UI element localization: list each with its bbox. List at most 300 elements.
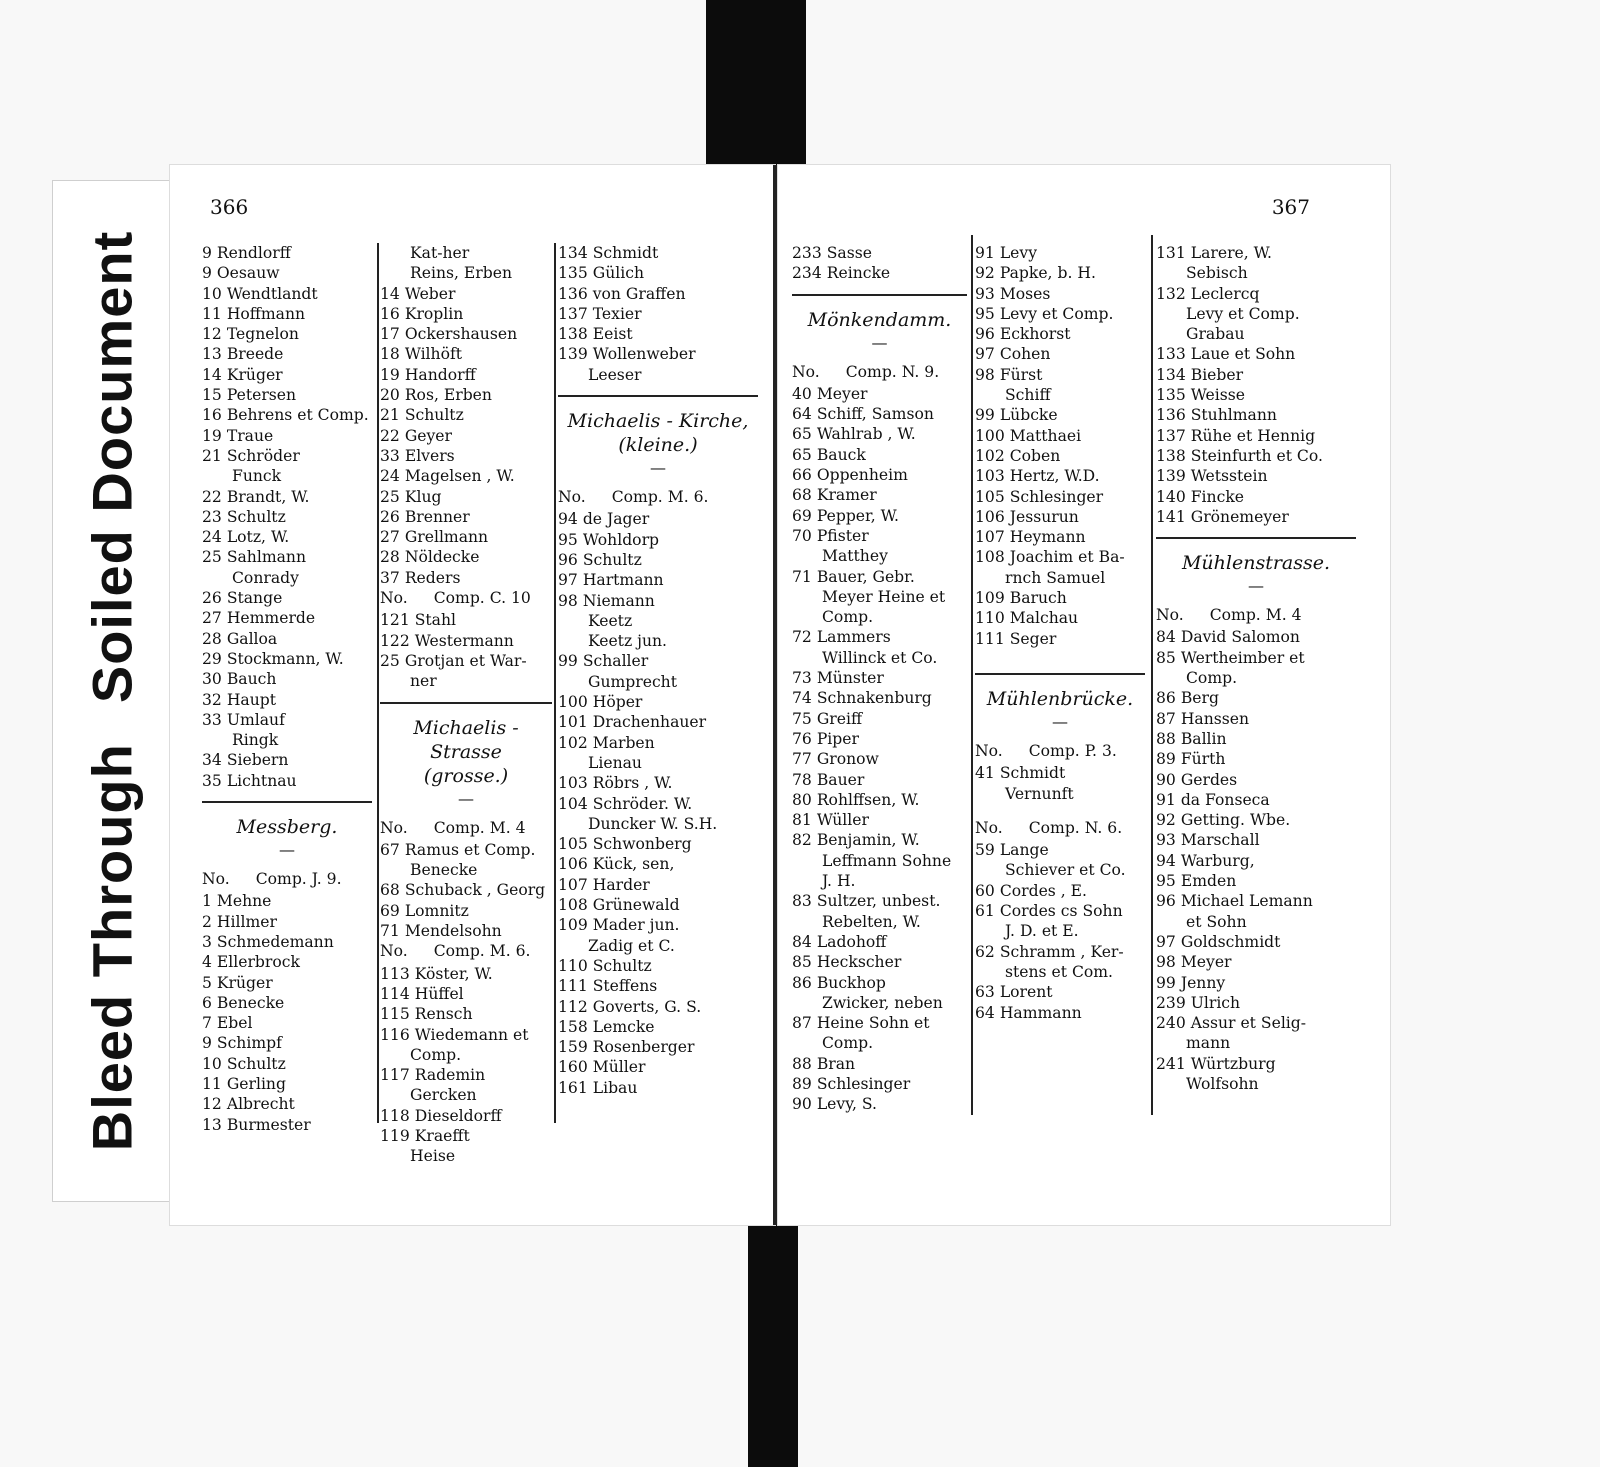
resident-name: Lichtnau [226, 771, 297, 790]
section-rule [202, 801, 372, 803]
directory-entry [202, 690, 372, 710]
house-number: 74 [792, 689, 812, 708]
directory-entry [202, 1115, 372, 1135]
directory-entry [202, 973, 372, 993]
resident-name: Levy [999, 244, 1038, 262]
house-number: 94 [1156, 851, 1176, 870]
resident-name: Benecke [216, 993, 285, 1012]
directory-entry [1156, 426, 1356, 446]
resident-name: Meyer [1180, 953, 1232, 972]
directory-entry-continuation [558, 753, 758, 773]
resident-name: Hüffel [414, 984, 464, 1003]
resident-name: Sahlmann [226, 548, 306, 567]
directory-entry [792, 891, 967, 911]
house-number: 35 [202, 771, 222, 790]
resident-name: Bieber [1190, 365, 1244, 384]
heading-dash: — [871, 332, 888, 352]
house-number: 33 [380, 446, 400, 465]
resident-name: Siebern [226, 751, 289, 770]
house-number: 110 [975, 609, 1005, 628]
resident-name: Oppenheim [816, 466, 908, 485]
house-number: 26 [202, 589, 222, 608]
house-number: 32 [202, 690, 222, 709]
resident-name: Buckhop [816, 973, 886, 992]
resident-name: Getting. Wbe. [1180, 811, 1291, 830]
column-divider [377, 243, 379, 1123]
house-number: 107 [975, 528, 1005, 547]
resident-name: Wüller [816, 811, 869, 830]
directory-entry [380, 1004, 552, 1024]
number-label: No. [380, 589, 408, 608]
resident-name: Schaller [582, 652, 649, 671]
directory-entry [792, 485, 967, 505]
resident-name: Wilhöft [404, 345, 463, 364]
house-number: 103 [558, 774, 588, 793]
directory-entry [792, 465, 967, 485]
house-number: 28 [380, 548, 400, 567]
house-number: 72 [792, 628, 812, 647]
resident-name: Schmedemann [216, 932, 334, 951]
house-number: 139 [558, 345, 588, 364]
house-number: 29 [202, 649, 222, 668]
house-number: 100 [558, 693, 588, 712]
directory-entry [792, 810, 967, 830]
directory-entry [202, 649, 372, 669]
resident-name: Kat-her [410, 244, 470, 262]
house-number: 134 [558, 244, 588, 262]
directory-entry-continuation [380, 263, 552, 283]
resident-name: Hammann [999, 1003, 1082, 1022]
house-number: 89 [1156, 750, 1176, 769]
resident-name: Reins, Erben [410, 264, 513, 283]
directory-entry [558, 243, 758, 263]
house-number: 1 [202, 892, 212, 911]
binding-strip-top [706, 0, 806, 172]
directory-entry [792, 263, 967, 283]
resident-name: Ladohoff [816, 932, 887, 951]
directory-entry [558, 570, 758, 590]
resident-name: Larere, W. [1190, 244, 1272, 262]
house-number: 71 [380, 922, 400, 941]
house-number: 114 [380, 984, 410, 1003]
house-number: 17 [380, 325, 400, 344]
resident-name: Schlesinger [1009, 487, 1104, 506]
house-number: 109 [975, 589, 1005, 608]
directory-entry [1156, 770, 1356, 790]
street-heading [202, 815, 372, 839]
resident-name: Schuback , Georg [404, 881, 546, 900]
directory-entry [202, 629, 372, 649]
resident-name: Conrady [232, 568, 299, 587]
house-number: 65 [792, 445, 812, 464]
house-number: 98 [1156, 953, 1176, 972]
directory-entry-continuation [558, 365, 758, 385]
heading-dash: — [1052, 711, 1068, 731]
directory-entry [558, 692, 758, 712]
resident-name: Dieseldorff [414, 1106, 502, 1125]
street-name: Mühlenbrücke. [986, 687, 1134, 710]
house-number: 19 [380, 365, 400, 384]
resident-name: Lammers [816, 628, 891, 647]
resident-name: da Fonseca [1180, 790, 1270, 809]
number-label: No. [792, 362, 820, 381]
house-number: 89 [792, 1074, 812, 1093]
directory-column [975, 243, 1145, 1023]
resident-name: Mehne [216, 892, 272, 911]
house-number: 240 [1156, 1014, 1186, 1033]
directory-entry [380, 1025, 552, 1045]
resident-name: Petersen [226, 386, 297, 405]
resident-name: Kramer [816, 486, 877, 505]
street-heading [792, 308, 967, 332]
directory-entry [1156, 891, 1356, 911]
house-number: 93 [1156, 831, 1176, 850]
directory-entry [558, 1037, 758, 1057]
house-number: 88 [792, 1054, 812, 1073]
house-number: 106 [558, 855, 588, 874]
directory-entry-continuation [202, 466, 372, 486]
resident-name: Wolfsohn [1186, 1074, 1259, 1093]
stamp-soiled-document: Soiled Document [80, 230, 144, 704]
directory-column [558, 243, 758, 1098]
directory-entry [380, 507, 552, 527]
resident-name: Tegnelon [226, 325, 299, 344]
directory-entry [792, 384, 967, 404]
house-number: 10 [202, 284, 222, 303]
page-number: 366 [210, 195, 249, 219]
house-number: 85 [792, 953, 812, 972]
house-number: 136 [558, 284, 588, 303]
directory-entry [558, 550, 758, 570]
directory-entry-continuation [792, 1033, 967, 1053]
house-number: 61 [975, 902, 995, 921]
directory-entry [792, 790, 967, 810]
house-number: 26 [380, 507, 400, 526]
resident-name: Kück, sen, [592, 855, 675, 874]
resident-name: Sebisch [1186, 264, 1248, 283]
directory-entry [975, 629, 1145, 649]
resident-name: Kraefft [414, 1126, 470, 1145]
house-number: 105 [975, 487, 1005, 506]
directory-entry [380, 487, 552, 507]
directory-column [202, 243, 372, 1135]
house-number: 77 [792, 750, 812, 769]
directory-entry [792, 445, 967, 465]
directory-entry [380, 344, 552, 364]
directory-entry [1156, 871, 1356, 891]
directory-entry [1156, 446, 1356, 466]
house-number: 110 [558, 956, 588, 975]
directory-entry [792, 668, 967, 688]
resident-name: Lemcke [592, 1017, 655, 1036]
resident-name: Oesauw [216, 264, 280, 283]
house-number: 234 [792, 264, 822, 283]
heading-dash: — [458, 788, 474, 808]
house-number: 92 [975, 264, 995, 283]
house-number: 96 [558, 550, 578, 569]
directory-entry [1156, 749, 1356, 769]
directory-entry [558, 733, 758, 753]
directory-entry [1156, 790, 1356, 810]
resident-name: Gronow [816, 750, 879, 769]
house-number: 93 [975, 284, 995, 303]
resident-name: Sultzer, unbest. [816, 892, 941, 911]
house-number: 19 [202, 426, 222, 445]
resident-name: Schultz [404, 406, 464, 425]
directory-entry [202, 750, 372, 770]
resident-name: Heise [410, 1147, 456, 1166]
resident-name: Gülich [592, 264, 644, 283]
directory-entry [1156, 993, 1356, 1013]
directory-entry [558, 854, 758, 874]
resident-name: Schröder. W. [592, 794, 693, 813]
directory-entry [1156, 830, 1356, 850]
house-number: 134 [1156, 365, 1186, 384]
directory-entry [558, 997, 758, 1017]
house-number: 95 [1156, 872, 1176, 891]
resident-name: Meyer [816, 384, 868, 403]
house-number: 80 [792, 790, 812, 809]
directory-entry [202, 243, 372, 263]
resident-name: Funck [232, 467, 282, 486]
directory-entry [558, 591, 758, 611]
resident-name: Goverts, G. S. [592, 997, 702, 1016]
house-number: 70 [792, 526, 812, 545]
resident-name: Wertheimber et [1180, 648, 1305, 667]
directory-entry [380, 446, 552, 466]
resident-name: Hillmer [216, 912, 277, 931]
house-number: 63 [975, 983, 995, 1002]
house-number: 11 [202, 1074, 222, 1093]
house-number: 12 [202, 1095, 222, 1114]
resident-name: Levy et Comp. [1186, 304, 1300, 323]
resident-name: Greiff [816, 709, 863, 728]
directory-entry [380, 324, 552, 344]
house-number: 239 [1156, 993, 1186, 1012]
directory-entry-continuation [202, 568, 372, 588]
company-code: Comp. M. 6. [611, 488, 709, 507]
house-number: 16 [202, 406, 222, 425]
stamp-bleed-through: Bleed Through [80, 743, 144, 1152]
house-number: 9 [202, 264, 212, 283]
directory-entry-continuation [792, 607, 967, 627]
directory-entry [975, 982, 1145, 1002]
directory-entry [202, 446, 372, 466]
directory-entry [202, 547, 372, 567]
company-header [975, 818, 1145, 838]
directory-entry-continuation [380, 243, 552, 263]
resident-name: Schmidt [999, 764, 1066, 783]
resident-name: Haupt [226, 690, 276, 709]
resident-name: Stockmann, W. [226, 649, 344, 668]
house-number: 136 [1156, 406, 1186, 425]
resident-name: Lomnitz [404, 901, 469, 920]
directory-entry [202, 1074, 372, 1094]
directory-entry-continuation [1156, 263, 1356, 283]
directory-entry [1156, 365, 1356, 385]
house-number: 108 [975, 548, 1005, 567]
directory-entry [975, 405, 1145, 425]
directory-entry [380, 1106, 552, 1126]
heading-dash: — [279, 840, 295, 860]
directory-entry [202, 263, 372, 283]
resident-name: Rohlffsen, W. [816, 790, 920, 809]
company-header [380, 941, 552, 961]
house-number: 141 [1156, 507, 1186, 526]
resident-name: Gerdes [1180, 770, 1238, 789]
directory-entry-continuation [975, 860, 1145, 880]
house-number: 111 [558, 977, 588, 996]
directory-entry [792, 1054, 967, 1074]
company-header [975, 741, 1145, 761]
directory-entry [558, 509, 758, 529]
resident-name: Ballin [1180, 729, 1227, 748]
directory-entry [975, 466, 1145, 486]
directory-entry [558, 651, 758, 671]
company-code: Comp. N. 6. [1028, 818, 1123, 837]
house-number: 12 [202, 325, 222, 344]
directory-entry [1156, 385, 1356, 405]
house-number: 133 [1156, 345, 1186, 364]
directory-entry [202, 385, 372, 405]
resident-name: Wollenweber [592, 345, 696, 364]
directory-entry [975, 942, 1145, 962]
resident-name: Reders [404, 568, 461, 587]
directory-entry [380, 964, 552, 984]
resident-name: Eckhorst [999, 325, 1071, 344]
resident-name: Comp. [1186, 669, 1238, 688]
resident-name: Grotjan et War- [404, 651, 527, 670]
resident-name: Grönemeyer [1190, 507, 1289, 526]
resident-name: Röbrs , W. [592, 774, 673, 793]
directory-entry [1156, 648, 1356, 668]
house-number: 233 [792, 244, 822, 262]
house-number: 66 [792, 466, 812, 485]
house-number: 68 [792, 486, 812, 505]
directory-entry [202, 669, 372, 689]
directory-entry [558, 1057, 758, 1077]
directory-entry [975, 547, 1145, 567]
directory-entry [975, 284, 1145, 304]
house-number: 64 [975, 1003, 995, 1022]
resident-name: Michael Lemann [1180, 892, 1313, 911]
directory-entry [1156, 709, 1356, 729]
house-number: 102 [975, 446, 1005, 465]
directory-entry [975, 324, 1145, 344]
directory-entry-continuation [558, 814, 758, 834]
resident-name: Traue [226, 426, 274, 445]
resident-name: Breede [226, 345, 284, 364]
directory-entry [202, 891, 372, 911]
house-number: 5 [202, 973, 212, 992]
house-number: 104 [558, 794, 588, 813]
directory-entry [380, 547, 552, 567]
house-number: 37 [380, 568, 400, 587]
resident-name: Grellmann [404, 528, 489, 547]
house-number: 30 [202, 670, 222, 689]
directory-entry [202, 324, 372, 344]
directory-entry [202, 608, 372, 628]
directory-entry [558, 895, 758, 915]
resident-name: Zadig et C. [588, 936, 675, 955]
house-number: 14 [202, 365, 222, 384]
resident-name: Marschall [1180, 831, 1260, 850]
house-number: 97 [558, 571, 578, 590]
house-number: 118 [380, 1106, 410, 1125]
resident-name: stens et Com. [1005, 962, 1114, 981]
company-code: Comp. C. 10 [433, 589, 531, 608]
directory-entry [558, 875, 758, 895]
resident-name: Malchau [1009, 609, 1079, 628]
resident-name: Galloa [226, 629, 278, 648]
condition-stamp [52, 180, 172, 1202]
resident-name: Steinfurth et Co. [1190, 446, 1323, 465]
resident-name: Mendelsohn [404, 922, 502, 941]
directory-entry-continuation [1156, 668, 1356, 688]
directory-entry [202, 710, 372, 730]
resident-name: Cordes cs Sohn [999, 902, 1123, 921]
resident-name: Lübcke [999, 406, 1058, 425]
directory-entry-continuation [975, 784, 1145, 804]
directory-entry-continuation [1156, 1074, 1356, 1094]
directory-entry [975, 304, 1145, 324]
directory-column [792, 243, 967, 1115]
page-number: 367 [1271, 195, 1310, 219]
directory-entry [1156, 973, 1356, 993]
resident-name: Rebelten, W. [822, 912, 921, 931]
directory-entry [1156, 627, 1356, 647]
house-number: 138 [558, 325, 588, 344]
directory-entry [558, 794, 758, 814]
resident-name: Schiever et Co. [1005, 861, 1126, 880]
house-number: 11 [202, 304, 222, 323]
company-header [380, 588, 552, 608]
resident-name: Bauck [816, 445, 866, 464]
house-number: 21 [202, 446, 222, 465]
directory-entry [975, 527, 1145, 547]
resident-name: Krüger [216, 973, 273, 992]
resident-name: Keetz jun. [588, 632, 668, 651]
resident-name: Schultz [592, 956, 652, 975]
resident-name: Eeist [592, 325, 633, 344]
directory-entry [202, 365, 372, 385]
house-number: 14 [380, 284, 400, 303]
company-code: Comp. N. 9. [845, 362, 940, 381]
resident-name: Meyer Heine et [822, 587, 946, 606]
directory-entry [975, 243, 1145, 263]
company-header [202, 869, 372, 889]
house-number: 241 [1156, 1054, 1186, 1073]
house-number: 25 [380, 651, 400, 670]
resident-name: Rensch [414, 1005, 473, 1024]
house-number: 121 [380, 611, 410, 630]
section-gap [975, 804, 1145, 818]
house-number: 95 [558, 530, 578, 549]
resident-name: Fürst [999, 365, 1043, 384]
resident-name: Bran [816, 1054, 856, 1073]
resident-name: J. H. [822, 872, 856, 891]
house-number: 106 [975, 507, 1005, 526]
directory-entry [792, 688, 967, 708]
section-rule [558, 395, 758, 397]
house-number: 90 [792, 1095, 812, 1114]
house-number: 2 [202, 912, 212, 931]
street-heading [975, 687, 1145, 711]
directory-entry [380, 466, 552, 486]
directory-entry [380, 610, 552, 630]
resident-name: Benjamin, W. [816, 831, 920, 850]
directory-column [380, 243, 552, 1167]
